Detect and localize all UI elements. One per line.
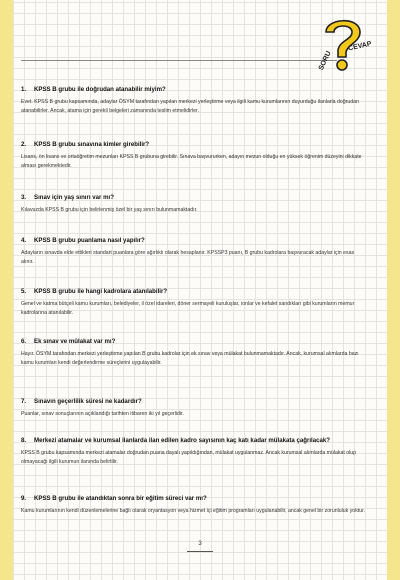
page-number: 3	[198, 541, 202, 547]
qa-item-7	[21, 398, 366, 419]
answer: Puanlar, sınav sonuçlarının açıklandığı tarihten itibaren iki yıl geçerlidir.	[21, 411, 184, 417]
answer: Kılavuzda KPSS B grubu için belirlenmiş özel bir yaş sınırı bulunmamaktadır.	[21, 207, 198, 213]
question: 8. Merkezi atamalar ve kurumsal ilanlarda ilan edilen kadro sayısının kaç katı kadar mülakata çağrılacak?	[21, 437, 331, 444]
qa-item-5	[21, 288, 366, 318]
header-rule	[21, 60, 337, 61]
qa-item-1	[21, 86, 366, 116]
question: 7. Sınavın geçerlilik süresi ne kadardır?	[21, 398, 142, 405]
question: 9. KPSS B grubu ile atandıktan sonra bir eğitim süreci var mı?	[21, 495, 207, 502]
answer: Lisans, ön lisans ve ortaöğretim mezunları KPSS B grubuna girebilir. Sınava başvururken, adayın mezun olduğu en yüksek öğrenim düzeyini dikkate alması gerekmektedir.	[21, 154, 362, 169]
answer: Genel ve katma bütçeli kamu kurumları, belediyeler, il özel idareleri, döner sermayeli kuruluşlar, ionlar ve kefalet sandıkları gibi kurumların memur kadrolarına atanılabilir.	[21, 301, 355, 316]
question-mark-icon	[312, 14, 376, 78]
page-number-underline	[187, 551, 213, 552]
qa-item-9	[21, 495, 366, 516]
qa-item-3	[21, 194, 366, 215]
question: 2. KPSS B grubu sınavına kimler girebilir?	[21, 141, 150, 148]
badge-left-text: SORU	[317, 50, 333, 72]
qa-item-6	[21, 338, 366, 368]
answer: Adayların sınavda elde ettikleri standart puanlara göre ağırlıklı olarak hesaplanır. KPSSP3 puanı, B grubu kadrolara başvuracak adaylar için esas alınır.	[21, 250, 355, 265]
answer: KPSS B grubu kapsamında merkezi atamalar doğrudan puana dayalı yapıldığından, mülakat uygulanmaz. Ancak kurumsal alımlarda mülakat olup olmayacağı ilgili kurumun ilanında belirtilir.	[21, 450, 357, 465]
qa-item-4	[21, 237, 366, 267]
answer: Kamu kurumlarının kendi düzenlemelerine bağlı olarak oryantasyon veya hizmet içi eğitim programları uygulanabilir, ancak genel bir zorunluluk yoktur.	[21, 508, 365, 514]
question: 4. KPSS B grubu puanlama nasıl yapılır?	[21, 237, 145, 244]
badge-right-text: CEVAP	[347, 40, 373, 53]
question: 6. Ek sınav ve mülakat var mı?	[21, 338, 116, 345]
question: 1. KPSS B grubu ile doğrudan atanabilir miyim?	[21, 86, 166, 93]
qa-item-8	[21, 437, 366, 467]
question: 3. Sınav için yaş sınırı var mı?	[21, 194, 114, 201]
question: 5. KPSS B grubu ile hangi kadrolara atanılabilir?	[21, 288, 168, 295]
answer: Hayır. ÖSYM tarafından merkezi yerleştirme yapılan B grubu kadrolar için ek sınav veya mülakat bulunmamaktadır. Ancak, kurumsal alımlarda bazı kamu kurumları kendi değerlendirme süreçlerini uygulayabilir.	[21, 351, 359, 366]
answer: Evet. KPSS B grubu kapsamında, adaylar ÖSYM tarafından yapılan merkezi yerleştirme veya ilgili kamu kurumlarının duyurduğu ilanlarla doğrudan atanabilirler. Ancak, atama için gerekli belgeleri zamanında teslim etmelidirler.	[21, 99, 359, 114]
qa-item-2	[21, 141, 366, 171]
